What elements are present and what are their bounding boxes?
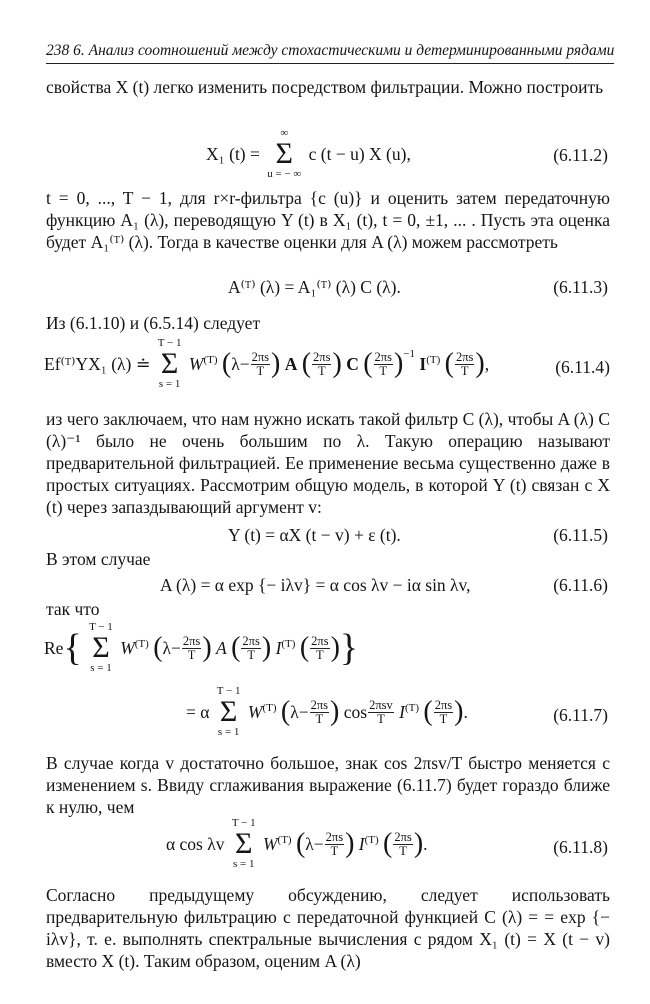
paragraph-7: В случае когда v достаточно большое, знак cos 2πsv/T быстро меняется с изменением s. Ввиду сглаживания выражение (6.11.7) будет гораздо ближе к нулю, чем bbox=[46, 753, 610, 817]
equation-6-11-8: α cos λv T − 1 Σ s = 1 $W^{(T)}$ (λ− $\frac{2\pi s}{T}$ ) $I^{(T)}$ ( $\frac{2\pi s}{T}$ ). (6.11.8) bbox=[166, 817, 608, 870]
fraction: $\frac{2\pi s}{T}$ bbox=[455, 349, 474, 378]
paragraph-1: свойства X (t) легко изменить посредством фильтрации. Можно построить bbox=[46, 77, 604, 97]
equation-6-11-4: Ef⁽ᵀ⁾YX₁ (λ) ≐ T − 1 Σ s = 1 $W^{(T)}$ (λ− $\frac{2\pi s}{T}$ ) A ( $\frac{2\pi s}{T}$ ) C ( $\frac{2\pi s}{T}$ )$^{-1}$ $I^{(T)}$ ( $\frac{2\pi s}{T}$ ), (6.11.4) bbox=[44, 337, 610, 390]
equation-number: (6.11.2) bbox=[553, 145, 608, 165]
summation: T − 1 Σ s = 1 bbox=[89, 621, 113, 674]
equation-number: (6.11.8) bbox=[553, 837, 608, 857]
paragraph-6: так что bbox=[46, 599, 100, 619]
fraction: $\frac{2\pi s}{T}$ bbox=[251, 349, 269, 378]
page-number: 238 bbox=[46, 42, 70, 59]
equation-6-11-2 bbox=[0, 127, 650, 180]
header-rule bbox=[46, 63, 614, 64]
running-title: 6. Анализ соотношений между стохастическими и детерминированными рядами bbox=[73, 42, 615, 59]
summation: T − 1 Σ s = 1 bbox=[157, 337, 182, 390]
fraction: $\frac{2\pi s}{T}$ bbox=[310, 697, 329, 726]
fraction: $\frac{2\pi s}{T}$ bbox=[374, 349, 392, 378]
paragraph-3: Из (6.1.10) и (6.5.14) следует bbox=[46, 313, 261, 333]
fraction: $\frac{\text{2πsv}}{T}$ bbox=[369, 697, 393, 726]
sum-upper: ∞ bbox=[280, 127, 289, 139]
eq-rhs: c (t − u) X (u), bbox=[308, 144, 411, 164]
fraction: $\frac{2\pi s}{T}$ bbox=[313, 349, 331, 378]
equation-6-11-3 bbox=[0, 276, 650, 316]
eq-prefix: α cos λv bbox=[166, 834, 225, 854]
fraction: $\frac{2\pi s}{T}$ bbox=[394, 829, 412, 858]
sum-lower: u = − ∞ bbox=[267, 168, 302, 180]
fraction: $\frac{2\pi s}{T}$ bbox=[434, 697, 453, 726]
eq-body: Y (t) = αX (t − v) + ε (t). bbox=[228, 525, 401, 545]
eq-body: A⁽ᵀ⁾ (λ) = A₁⁽ᵀ⁾ (λ) C (λ). bbox=[228, 277, 401, 297]
paragraph-8: Согласно предыдущему обсуждению, следует использовать предварительную фильтрацию с передаточной функцией C (λ) = = exp {− iλv}, т. е. выполнять спектральные вычисления с рядом X₁ (t) = X (t − v) вместо X (t). Таким образом, оценим A (λ) bbox=[46, 885, 610, 971]
equation-number: (6.11.6) bbox=[553, 575, 608, 595]
equation-number: (6.11.3) bbox=[553, 277, 608, 297]
running-header bbox=[46, 40, 621, 62]
summation: ∞ Σ u = − ∞ bbox=[267, 127, 302, 180]
summation: T − 1 Σ s = 1 bbox=[231, 817, 256, 870]
eq-lhs: Ef⁽ᵀ⁾YX₁ (λ) ≐ bbox=[44, 354, 151, 374]
eq-prefix: = α bbox=[186, 702, 210, 722]
fraction: $\frac{2\pi s}{T}$ bbox=[325, 829, 344, 858]
paragraph-2: t = 0, ..., T − 1, для r×r-фильтра {c (u)} и оценить затем передаточную функцию A₁ (λ), переводящую Y (t) в X₁ (t), t = 0, ±1, ... . Пусть эта оценка будет A₁⁽ᵀ⁾ (λ). Тогда в качестве оценки для A (λ) можем рассмотреть bbox=[46, 188, 610, 252]
paragraph-5: В этом случае bbox=[46, 549, 151, 569]
eq-body: A (λ) = α exp {− iλv} = α cos λv − iα sin λv, bbox=[160, 575, 471, 595]
equation-re-line: Re{ T − 1 Σ s = 1 $W^{(T)}$ (λ− $\frac{2\pi s}{T}$ ) A ( $\frac{2\pi s}{T}$ ) $I^{(T)}$ ( $\frac{2\pi s}{T}$ )} bbox=[44, 621, 359, 674]
eq-lhs: X₁ (t) = bbox=[206, 144, 260, 164]
equation-number: (6.11.7) bbox=[553, 705, 608, 725]
summation: T − 1 Σ s = 1 bbox=[216, 685, 241, 738]
paragraph-4: из чего заключаем, что нам нужно искать такой фильтр C (λ), чтобы A (λ) C (λ)⁻¹ было не очень большим по λ. Такую операцию называют предварительной фильтрацией. Ее применение весьма существенно даже в простых ситуациях. Рассмотрим общую модель, в которой Y (t) связан с X (t) через запаздывающий аргумент v: bbox=[46, 409, 610, 517]
fraction: $\frac{2\pi s}{T}$ bbox=[242, 633, 260, 662]
equation-number: (6.11.4) bbox=[555, 357, 610, 377]
fraction: $\frac{2\pi s}{T}$ bbox=[182, 633, 201, 662]
fraction: $\frac{2\pi s}{T}$ bbox=[311, 633, 329, 662]
equation-number: (6.11.5) bbox=[553, 525, 608, 545]
eq-prefix: Re bbox=[44, 638, 64, 658]
equation-6-11-7: = α T − 1 Σ s = 1 $W^{(T)}$ (λ− $\frac{2\pi s}{T}$ ) cos $\frac{\text{2πsv}}{T}$ $I^{(T)}$ ( $\frac{2\pi s}{T}$ ). (6.11.7) bbox=[186, 685, 608, 738]
